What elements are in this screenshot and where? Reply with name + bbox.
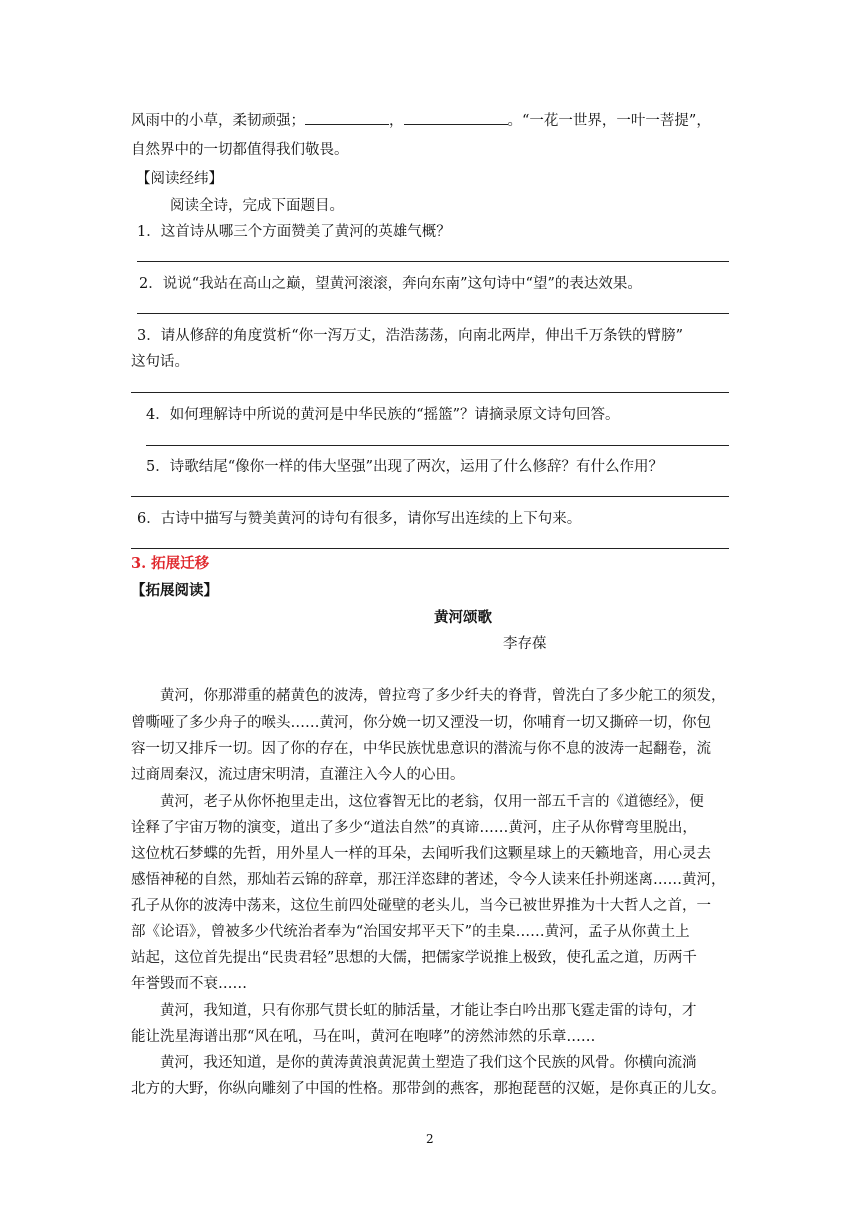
paragraph-line: 年誉毁而不衰…… <box>131 976 247 992</box>
paragraph-line: 孔子从你的波涛中荡来，这位生前四处碰壁的老头儿，当今已被世界推为十大哲人之首，一 <box>131 898 711 914</box>
answer-blank-2[interactable] <box>404 110 508 125</box>
question-2: 2．说说“我站在高山之巅，望黄河滚滚，奔向东南”这句诗中“望”的表达效果。 <box>139 276 642 292</box>
paragraph-line: 容一切又排斥一切。因了你的存在，中华民族忧患意识的潜流与你不息的波涛一起翻卷，流 <box>131 741 711 757</box>
question-6: 6．古诗中描写与赞美黄河的诗句有很多，请你写出连续的上下句来。 <box>137 511 582 527</box>
paragraph-line: 能让洗星海谱出那“风在吼，马在叫，黄河在咆哮”的滂然沛然的乐章…… <box>131 1029 596 1045</box>
paragraph-line: 北方的大野，你纵向雕刻了中国的性格。那带剑的燕客，那抱琵琶的汉姬，是你真正的儿女。 <box>131 1081 726 1097</box>
reading-header: 【阅读经纬】 <box>136 171 223 187</box>
paragraph-line: 黄河，老子从你怀抱里走出，这位睿智无比的老翁，仅用一部五千言的《道德经》，便 <box>160 794 704 810</box>
paragraph-line: 过商周秦汉，流过唐宋明清，直灌注入今人的心田。 <box>131 767 465 783</box>
answer-blank-1[interactable] <box>305 110 389 125</box>
paragraph-line: 诠释了宇宙万物的演变，道出了多少“道法自然”的真谛……黄河，庄子从你臂弯里脱出， <box>131 820 697 836</box>
paragraph-line: 这位枕石梦蝶的先哲，用外星人一样的耳朵，去闻听我们这颗星球上的天籁地音，用心灵去 <box>131 846 711 862</box>
article-title: 黄河颂歌 <box>434 609 492 626</box>
paragraph-line: 黄河，你那滞重的赭黄色的波涛，曾拉弯了多少纤夫的脊背，曾洗白了多少舵工的须发， <box>160 688 726 704</box>
sentence-start: 风雨中的小草，柔韧顽强； <box>131 113 305 129</box>
question-5: 5．诗歌结尾“像你一样的伟大坚强”出现了两次，运用了什么修辞？有什么作用？ <box>146 459 664 475</box>
page-number: 2 <box>426 1132 434 1146</box>
paragraph-line: 感悟神秘的自然，那灿若云锦的辞章，那汪洋恣肆的著述，令今人读来任扑朔迷离……黄河， <box>131 872 726 888</box>
paragraph-line: 站起，这位首先提出“民贵君轻”思想的大儒，把儒家学说推上极致，使孔孟之道，历两千 <box>131 950 697 966</box>
paragraph-line: 曾嘶哑了多少舟子的喉头……黄河，你分娩一切又湮没一切，你哺育一切又撕碎一切，你包 <box>131 715 711 731</box>
article-author: 李存葆 <box>503 636 547 652</box>
answer-line-1[interactable] <box>137 261 729 262</box>
answer-line-3[interactable] <box>131 392 729 393</box>
answer-line-2[interactable] <box>137 313 729 314</box>
answer-line-6[interactable] <box>131 548 729 549</box>
sentence-end: 。“一花一世界，一叶一菩提”， <box>507 113 711 129</box>
reading-instruction: 阅读全诗，完成下面题目。 <box>170 198 344 214</box>
paragraph-line: 黄河，我还知道，是你的黄涛黄浪黄泥黄土塑造了我们这个民族的风骨。你横向流淌 <box>160 1055 697 1071</box>
paragraph-line: 黄河，我知道，只有你那气贯长虹的肺活量，才能让李白吟出那飞霆走雷的诗句，才 <box>160 1003 697 1019</box>
section-title: 3. 拓展迁移 <box>131 555 210 572</box>
blank-comma: ， <box>389 113 404 129</box>
paragraph-line: 部《论语》，曾被多少代统治者奉为“治国安邦平天下”的圭臬……黄河，孟子从你黄土上 <box>131 924 690 940</box>
question-4: 4．如何理解诗中所说的黄河是中华民族的“摇篮”？请摘录原文诗句回答。 <box>146 407 620 423</box>
answer-line-5[interactable] <box>131 496 729 497</box>
question-3-cont: 这句话。 <box>131 354 189 370</box>
extension-header: 【拓展阅读】 <box>131 582 218 599</box>
answer-line-4[interactable] <box>146 445 729 446</box>
fill-in-sentence <box>131 110 711 131</box>
question-3: 3．请从修辞的角度赏析“你一泻万丈，浩浩荡荡，向南北两岸，伸出千万条铁的臂膀” <box>137 328 684 344</box>
sentence-line-2: 自然界中的一切都值得我们敬畏。 <box>131 142 349 158</box>
question-1: 1．这首诗从哪三个方面赞美了黄河的英雄气概？ <box>137 224 451 240</box>
